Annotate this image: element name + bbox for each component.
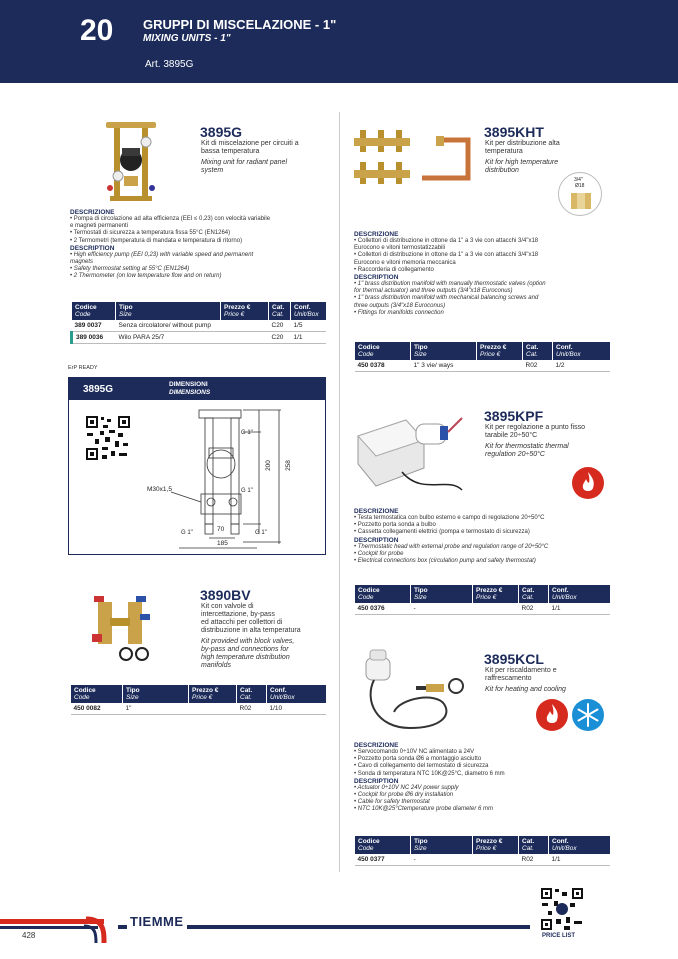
col-box: Conf. Unit/Box bbox=[553, 342, 611, 360]
col-box: Conf. Unit/Box bbox=[291, 302, 327, 320]
desc-en-line: Mixing unit for radiant panel bbox=[201, 159, 287, 166]
page-footer bbox=[0, 905, 678, 959]
description-en-item: • 1" brass distribution manifold with mechanical balancing screws and bbox=[354, 295, 539, 302]
description-en-item: • Actuator 0÷10V NC 24V power supply bbox=[354, 784, 459, 791]
product-code-3895kcl: 3895KCL bbox=[484, 651, 544, 667]
desc-it-line: intercettazione, by-pass bbox=[201, 611, 275, 618]
description-en-item: • Thermostatic head with external probe and regulation range of 20÷50°C bbox=[354, 543, 549, 550]
col-code: Codice Code bbox=[355, 585, 411, 603]
dimensions-header bbox=[69, 378, 325, 400]
desc-en-line: regulation 20÷50°C bbox=[485, 451, 545, 458]
description-en-heading: DESCRIPTION bbox=[70, 244, 115, 252]
desc-it-line: Kit con valvole di bbox=[201, 603, 254, 610]
description-en-item: three outputs (3/4"x18 Euroconus) bbox=[354, 302, 446, 309]
description-item: Eurocono e vitoni memoria meccanica bbox=[354, 259, 456, 266]
description-item: • Sonda di temperatura NTC 10K@25°C, diametro 6 mm bbox=[354, 770, 505, 777]
desc-en-line: Kit provided with block valves, bbox=[201, 638, 295, 645]
product-code-3895kht: 3895KHT bbox=[484, 124, 544, 140]
col-cat: Cat. Cat. bbox=[519, 585, 549, 603]
dim-258: 258 bbox=[284, 460, 292, 471]
col-box: Conf. Unit/Box bbox=[267, 685, 327, 703]
description-heading: DESCRIZIONE bbox=[354, 742, 399, 749]
table-row: 450 0376 - R02 1/1 bbox=[355, 603, 611, 615]
description-en-item: • High efficiency pump (EEI 0,23) with variable speed and permanent bbox=[70, 251, 254, 258]
desc-it-line: bassa temperatura bbox=[201, 148, 260, 155]
erp-ready-label: ErP READY bbox=[68, 365, 98, 371]
col-code: Codice Code bbox=[71, 685, 123, 703]
description-heading: DESCRIZIONE bbox=[70, 209, 115, 216]
chapter-title-en: MIXING UNITS - 1" bbox=[143, 33, 231, 44]
description-item: • Servocomando 0÷10V NC alimentato a 24V bbox=[354, 749, 475, 755]
table-row: 450 0082 1" R02 1/10 bbox=[71, 703, 327, 715]
euroconus-badge bbox=[558, 172, 602, 216]
description-en-item: • Cable for safety thermostat bbox=[354, 799, 430, 806]
description-item: • Pompa di circolazione ad alta efficienza (EEI ≤ 0,23) con velocità variabile bbox=[70, 216, 271, 222]
cooling-snowflake-icon bbox=[571, 698, 605, 732]
dim-g1-label: G 1" bbox=[241, 430, 253, 436]
desc-en-line: by-pass and connections for bbox=[201, 646, 289, 653]
heating-cooling-kit-image bbox=[360, 646, 472, 736]
chapter-title: GRUPPI DI MISCELAZIONE - 1" bbox=[143, 17, 337, 32]
desc-it-line: Kit per regolazione a punto fisso bbox=[485, 424, 586, 431]
description-en-heading: DESCRIPTION bbox=[354, 536, 399, 544]
column-divider bbox=[339, 112, 340, 872]
valve-kit-image bbox=[92, 592, 158, 662]
dim-g1-label: G 1" bbox=[241, 488, 253, 494]
col-price: Prezzo € Price € bbox=[473, 585, 519, 603]
description-en-heading: DESCRIPTION bbox=[354, 274, 399, 282]
badge-size: 3/4" bbox=[574, 177, 583, 183]
description-heading: DESCRIZIONE bbox=[354, 508, 399, 515]
desc-it-line: distribuzione in alta temperatura bbox=[201, 627, 301, 634]
col-cat: Cat. Cat. bbox=[269, 302, 291, 320]
description-en-heading: DESCRIPTION bbox=[354, 777, 399, 785]
col-box: Conf. Unit/Box bbox=[549, 585, 611, 603]
price-table-3895kht bbox=[354, 342, 610, 372]
col-price: Prezzo € Price € bbox=[221, 302, 269, 320]
description-en-item: • Cockpit for probe bbox=[354, 550, 404, 557]
col-size: Tipo Size bbox=[116, 302, 221, 320]
description-item: • Cassetta collegamenti elettrici (pompa e termostato di sicurezza) bbox=[354, 529, 530, 536]
desc-en-line: manifolds bbox=[201, 662, 231, 669]
dim-thread: M30x1,5 bbox=[147, 486, 172, 493]
price-list-label: PRICE LIST bbox=[542, 933, 576, 939]
col-code: Codice Code bbox=[355, 836, 411, 854]
desc-it-line: Kit di miscelazione per circuiti a bbox=[201, 140, 299, 147]
thermostat-kit-image bbox=[352, 410, 468, 496]
price-table-3895kpf bbox=[354, 585, 610, 615]
description-en-item: • NTC 10K@25°Ctemperature probe diameter 6 mm bbox=[354, 806, 493, 813]
product-code-3895g: 3895G bbox=[200, 124, 243, 140]
heating-flame-icon bbox=[571, 466, 605, 500]
desc-it-line: Kit per riscaldamento e bbox=[485, 667, 557, 674]
product-code-3895kpf: 3895KPF bbox=[484, 408, 544, 424]
table-row: 389 0036 Wilo PARA 25/7 C20 1/1 bbox=[72, 332, 327, 344]
dim-g1-label: G 1" bbox=[255, 530, 267, 536]
col-price: Prezzo € Price € bbox=[477, 342, 523, 360]
description-item: • Termostati di sicurezza a temperatura fissa 55°C (EN1264) bbox=[70, 230, 231, 237]
dimensions-title-en: DIMENSIONS bbox=[169, 389, 211, 396]
col-size: Tipo Size bbox=[411, 836, 473, 854]
col-price: Prezzo € Price € bbox=[189, 685, 237, 703]
price-list-qr-icon[interactable] bbox=[540, 887, 584, 931]
dimensions-title: DIMENSIONI bbox=[169, 381, 208, 388]
manifold-kit-image bbox=[350, 126, 476, 192]
fitting-icon bbox=[569, 191, 593, 211]
desc-en-line: high temperature distribution bbox=[201, 654, 290, 661]
col-size: Tipo Size bbox=[123, 685, 189, 703]
dimensions-box bbox=[68, 377, 326, 555]
col-price: Prezzo € Price € bbox=[473, 836, 519, 854]
col-size: Tipo Size bbox=[411, 342, 477, 360]
dim-70: 70 bbox=[217, 526, 225, 533]
description-en-item: • Electrical connections box (circulation pump and safety thermostat) bbox=[354, 558, 536, 565]
description-en-item: • 2 Thermometer (on low temperature flow and on return) bbox=[70, 273, 222, 280]
description-en-item: • Cockpit for probe Ø6 dry installation bbox=[354, 792, 454, 799]
article-label: Art. 3895G bbox=[145, 59, 194, 70]
desc-en-line: distribution bbox=[485, 167, 519, 174]
description-en-item: • Safety thermostat setting at 55°C (EN1264) bbox=[70, 266, 190, 273]
desc-it-line: temperatura bbox=[485, 148, 523, 155]
table-row: 389 0037 Senza circolatore/ without pump C20 1/5 bbox=[72, 320, 327, 332]
badge-diameter: Ø18 bbox=[575, 183, 585, 189]
heating-flame-icon bbox=[535, 698, 569, 732]
chapter-number: 20 bbox=[80, 14, 114, 47]
dim-g1-label: G 1" bbox=[181, 530, 193, 536]
col-cat: Cat. Cat. bbox=[519, 836, 549, 854]
page-header bbox=[0, 0, 678, 83]
description-item: Eurocono e vitoni termostatizzabili bbox=[354, 245, 446, 252]
dimension-drawing bbox=[139, 404, 319, 554]
desc-it-line: Kit per distribuzione alta bbox=[485, 140, 560, 147]
description-item: • Collettori di distribuzione in ottone da 1" a 3 vie con attacchi 3/4"x18 bbox=[354, 252, 539, 259]
page-number: 428 bbox=[22, 931, 36, 940]
description-item: • Cavo di collegamento del termostato di sicurezza bbox=[354, 763, 489, 770]
qr-code-icon bbox=[85, 415, 131, 461]
mixing-unit-image bbox=[100, 118, 162, 204]
footer-stripes bbox=[0, 913, 530, 945]
table-row: 450 0378 1" 3 vie/ ways R02 1/2 bbox=[355, 360, 611, 372]
col-code: Codice Code bbox=[355, 342, 411, 360]
dimensions-code: 3895G bbox=[83, 384, 114, 395]
description-item: • Testa termostatica con bulbo esterno e campo di regolazione 20÷50°C bbox=[354, 515, 545, 521]
desc-it-line: ed attacchi per collettori di bbox=[201, 619, 283, 626]
description-en-item: for thermal actuator) and three outputs (3/4"x18 Euroconus) bbox=[354, 288, 513, 295]
description-en-item: • Fittings for manifolds connection bbox=[354, 309, 444, 316]
desc-en-line: Kit for thermostatic thermal bbox=[485, 443, 569, 450]
desc-en-line: Kit for high temperature bbox=[485, 159, 559, 166]
description-item: • Pozzetto porta sonda a bulbo bbox=[354, 522, 436, 529]
description-item: • 2 Termometri (temperatura di mandata e temperatura di ritorno) bbox=[70, 237, 243, 244]
col-code: Codice Code bbox=[72, 302, 116, 320]
price-table-3890bv bbox=[70, 685, 326, 715]
description-en-item: magnets bbox=[70, 259, 94, 266]
description-en-item: • 1" brass distribution manifold with manually thermostatic valves (option bbox=[354, 281, 546, 288]
price-table-3895kcl bbox=[354, 836, 610, 866]
desc-it-line: tarabile 20÷50°C bbox=[485, 432, 538, 439]
col-box: Conf. Unit/Box bbox=[549, 836, 611, 854]
description-item: • Raccorderia di collegamento bbox=[354, 266, 434, 273]
col-cat: Cat. Cat. bbox=[237, 685, 267, 703]
table-row: 450 0377 - R02 1/1 bbox=[355, 854, 611, 866]
dim-185: 185 bbox=[217, 540, 228, 547]
col-cat: Cat. Cat. bbox=[523, 342, 553, 360]
product-code-3890bv: 3890BV bbox=[200, 587, 251, 603]
brand-logo: TIEMME bbox=[127, 914, 187, 929]
description-heading: DESCRIZIONE bbox=[354, 231, 399, 238]
description-item: e magneti permanenti bbox=[70, 223, 129, 230]
description-item: • Collettori di distribuzione in ottone da 1" a 3 vie con attacchi 3/4"x18 bbox=[354, 238, 539, 244]
dim-200: 200 bbox=[264, 460, 272, 471]
desc-en-line: Kit for heating and cooling bbox=[485, 686, 566, 693]
desc-it-line: raffrescamento bbox=[485, 675, 532, 682]
description-item: • Pozzetto porta sonda Ø6 a montaggio asciutto bbox=[354, 756, 482, 763]
col-size: Tipo Size bbox=[411, 585, 473, 603]
desc-en-line: system bbox=[201, 167, 224, 174]
price-table-3895g bbox=[70, 302, 326, 344]
